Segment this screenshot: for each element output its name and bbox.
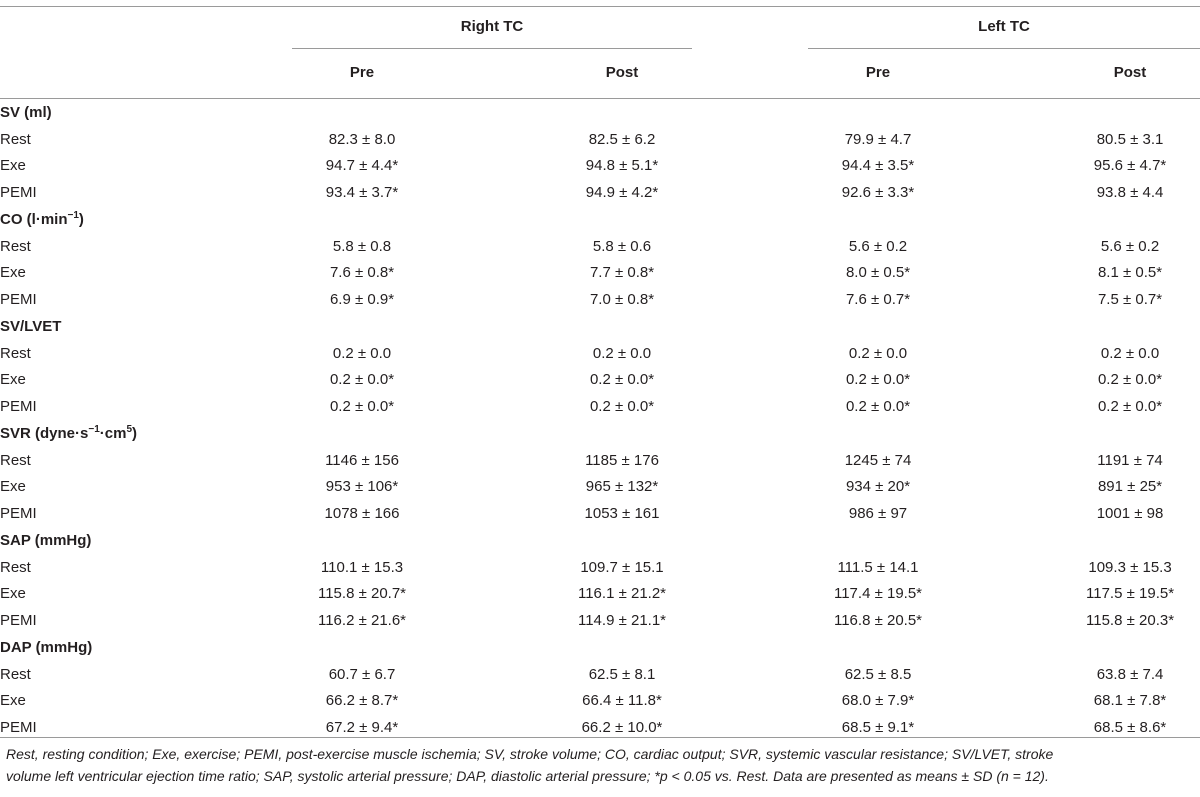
cell-left-pre: 934 ± 20* [845, 478, 911, 496]
cell-right-pre: 67.2 ± 9.4* [325, 719, 399, 737]
cell-left-post: 1191 ± 74 [1097, 451, 1163, 469]
table-row [0, 500, 1200, 527]
cell-left-post: 0.2 ± 0.0 [1100, 344, 1160, 362]
cell-left-pre: 68.5 ± 9.1* [841, 719, 915, 737]
section-row-svr [0, 420, 1200, 447]
cell-left-pre: 8.0 ± 0.5* [845, 264, 911, 282]
cell-right-pre: 1146 ± 156 [325, 451, 399, 469]
cell-left-post: 95.6 ± 4.7* [1093, 157, 1167, 175]
cell-left-post: 0.2 ± 0.0* [1097, 371, 1163, 389]
cell-left-post: 109.3 ± 15.3 [1088, 558, 1172, 576]
cell-right-pre: 66.2 ± 8.7* [325, 692, 399, 710]
cell-left-post: 8.1 ± 0.5* [1097, 264, 1163, 282]
sub-header-left-post: Post [1113, 64, 1147, 81]
table-row [0, 233, 1200, 260]
cell-right-pre: 5.8 ± 0.8 [332, 237, 392, 255]
table-footnote [6, 743, 1196, 787]
cell-right-pre: 82.3 ± 8.0 [328, 130, 396, 148]
cell-left-pre: 111.5 ± 14.1 [837, 558, 919, 576]
group-header-left-tc: Left TC [978, 18, 1030, 35]
top-rule [0, 6, 1200, 7]
cell-right-post: 0.2 ± 0.0* [589, 398, 655, 416]
table-row [0, 153, 1200, 180]
bottom-rule [0, 737, 1200, 738]
row-label: Rest [0, 344, 31, 362]
table-row [0, 126, 1200, 153]
row-label: Rest [0, 558, 31, 576]
cell-left-pre: 117.4 ± 19.5* [833, 585, 923, 603]
table-row [0, 447, 1200, 474]
row-label: PEMI [0, 505, 37, 523]
group-rule-right-tc [292, 48, 692, 49]
row-label: Rest [0, 665, 31, 683]
cell-left-post: 63.8 ± 7.4 [1096, 665, 1164, 683]
cell-right-post: 66.4 ± 11.8* [582, 692, 662, 710]
cell-left-post: 115.8 ± 20.3* [1086, 612, 1175, 630]
section-title: SVR $(dyne\cdot s^{-1}\cdot cm^5)$ [0, 423, 138, 442]
row-label: Exe [0, 157, 26, 175]
table-row [0, 340, 1200, 367]
cell-right-pre: 94.7 ± 4.4* [325, 157, 399, 175]
section-title: CO $(l\cdot\min^{-1})$ [0, 209, 84, 228]
cell-right-pre: 110.1 ± 15.3 [320, 558, 404, 576]
section-row-sv-lvet [0, 313, 1200, 340]
section-title: DAP (mmHg) [0, 638, 93, 656]
cell-right-pre: 115.8 ± 20.7* [317, 585, 407, 603]
row-label: PEMI [0, 184, 37, 202]
cell-right-post: 82.5 ± 6.2 [588, 130, 656, 148]
section-row-sv [0, 99, 1200, 126]
table-row [0, 474, 1200, 501]
table-row [0, 260, 1200, 287]
cell-right-post: 0.2 ± 0.0* [589, 371, 655, 389]
section-row-sap [0, 527, 1200, 554]
cell-left-pre: 0.2 ± 0.0* [845, 371, 911, 389]
cell-right-post: 7.7 ± 0.8* [589, 264, 655, 282]
table-row [0, 554, 1200, 581]
cell-right-pre: 6.9 ± 0.9* [329, 291, 395, 309]
row-label: Exe [0, 478, 26, 496]
cell-right-pre: 0.2 ± 0.0* [329, 398, 395, 416]
cell-left-post: 68.5 ± 8.6* [1093, 719, 1167, 737]
cell-right-pre: 0.2 ± 0.0* [329, 371, 395, 389]
cell-right-post: 62.5 ± 8.1 [588, 665, 656, 683]
cell-right-pre: 93.4 ± 3.7* [325, 184, 399, 202]
section-title: SV (ml) [0, 103, 52, 121]
cell-left-pre: 0.2 ± 0.0 [848, 344, 908, 362]
cell-right-pre: 1078 ± 166 [324, 505, 400, 523]
table-row [0, 393, 1200, 420]
row-label: Rest [0, 451, 31, 469]
row-label: Rest [0, 130, 31, 148]
cell-left-post: 1001 ± 98 [1096, 505, 1164, 523]
row-label: PEMI [0, 291, 37, 309]
cell-right-pre: 60.7 ± 6.7 [328, 665, 396, 683]
table-row [0, 179, 1200, 206]
section-title: SAP (mmHg) [0, 531, 92, 549]
group-header-right-tc: Right TC [460, 18, 524, 35]
cell-right-post: 109.7 ± 15.1 [580, 558, 664, 576]
cell-right-post: 5.8 ± 0.6 [592, 237, 652, 255]
sub-header-right-pre: Pre [349, 64, 375, 81]
cell-right-post: 114.9 ± 21.1* [577, 612, 667, 630]
cell-right-post: 94.8 ± 5.1* [585, 157, 659, 175]
table-row [0, 607, 1200, 634]
cell-left-post: 0.2 ± 0.0* [1097, 398, 1163, 416]
row-label: PEMI [0, 398, 37, 416]
cell-right-post: 7.0 ± 0.8* [589, 291, 655, 309]
footnote-line-2: volume left ventricular ejection time ratio; SAP, systolic arterial pressure; DAP, diastolic arterial pressure; *p < 0.05 vs. Rest. Data are presented as means ± SD (n = 12). [6, 768, 1049, 784]
row-label: Exe [0, 585, 26, 603]
section-row-dap [0, 634, 1200, 661]
data-table [0, 99, 1200, 741]
table-row [0, 286, 1200, 313]
cell-left-pre: 116.8 ± 20.5* [833, 612, 923, 630]
cell-right-post: 94.9 ± 4.2* [585, 184, 659, 202]
cell-left-pre: 986 ± 97 [848, 505, 908, 523]
cell-right-post: 116.1 ± 21.2* [577, 585, 667, 603]
cell-right-pre: 116.2 ± 21.6* [317, 612, 407, 630]
row-label: Exe [0, 264, 26, 282]
cell-left-pre: 92.6 ± 3.3* [841, 184, 915, 202]
table-row [0, 661, 1200, 688]
cell-right-post: 1053 ± 161 [584, 505, 660, 523]
cell-right-pre: 7.6 ± 0.8* [329, 264, 395, 282]
table-row [0, 367, 1200, 394]
footnote-line-1: Rest, resting condition; Exe, exercise; PEMI, post-exercise muscle ischemia; SV, stroke volume; CO, cardiac output; SVR, systemic vascular resistance; SV/LVET, stroke [6, 746, 1054, 762]
cell-left-pre: 5.6 ± 0.2 [848, 237, 908, 255]
cell-right-post: 965 ± 132* [585, 478, 659, 496]
row-label: Exe [0, 371, 26, 389]
cell-right-post: 66.2 ± 10.0* [581, 719, 663, 737]
cell-right-pre: 953 ± 106* [325, 478, 399, 496]
cell-left-pre: 7.6 ± 0.7* [845, 291, 911, 309]
cell-left-pre: 62.5 ± 8.5 [844, 665, 912, 683]
row-label: PEMI [0, 612, 37, 630]
cell-left-post: 5.6 ± 0.2 [1100, 237, 1160, 255]
cell-left-post: 93.8 ± 4.4 [1096, 184, 1164, 202]
sub-header-left-pre: Pre [865, 64, 891, 81]
cell-left-pre: 0.2 ± 0.0* [845, 398, 911, 416]
cell-left-post: 7.5 ± 0.7* [1097, 291, 1163, 309]
cell-left-pre: 94.4 ± 3.5* [841, 157, 915, 175]
cell-left-pre: 79.9 ± 4.7 [844, 130, 912, 148]
row-label: Exe [0, 692, 26, 710]
cell-left-pre: 1245 ± 74 [844, 451, 912, 469]
table-row [0, 688, 1200, 715]
cell-left-pre: 68.0 ± 7.9* [841, 692, 915, 710]
cell-right-post: 1185 ± 176 [585, 451, 659, 469]
cell-right-pre: 0.2 ± 0.0 [332, 344, 392, 362]
cell-left-post: 117.5 ± 19.5* [1086, 585, 1175, 603]
row-label: PEMI [0, 719, 37, 737]
cell-left-post: 80.5 ± 3.1 [1096, 130, 1164, 148]
cell-left-post: 68.1 ± 7.8* [1093, 692, 1167, 710]
section-row-co [0, 206, 1200, 233]
section-title: SV/LVET [0, 317, 62, 335]
cell-right-post: 0.2 ± 0.0 [592, 344, 652, 362]
table-row [0, 581, 1200, 608]
cell-left-post: 891 ± 25* [1097, 478, 1163, 496]
sub-header-right-post: Post [605, 64, 639, 81]
row-label: Rest [0, 237, 31, 255]
group-rule-left-tc [808, 48, 1200, 49]
